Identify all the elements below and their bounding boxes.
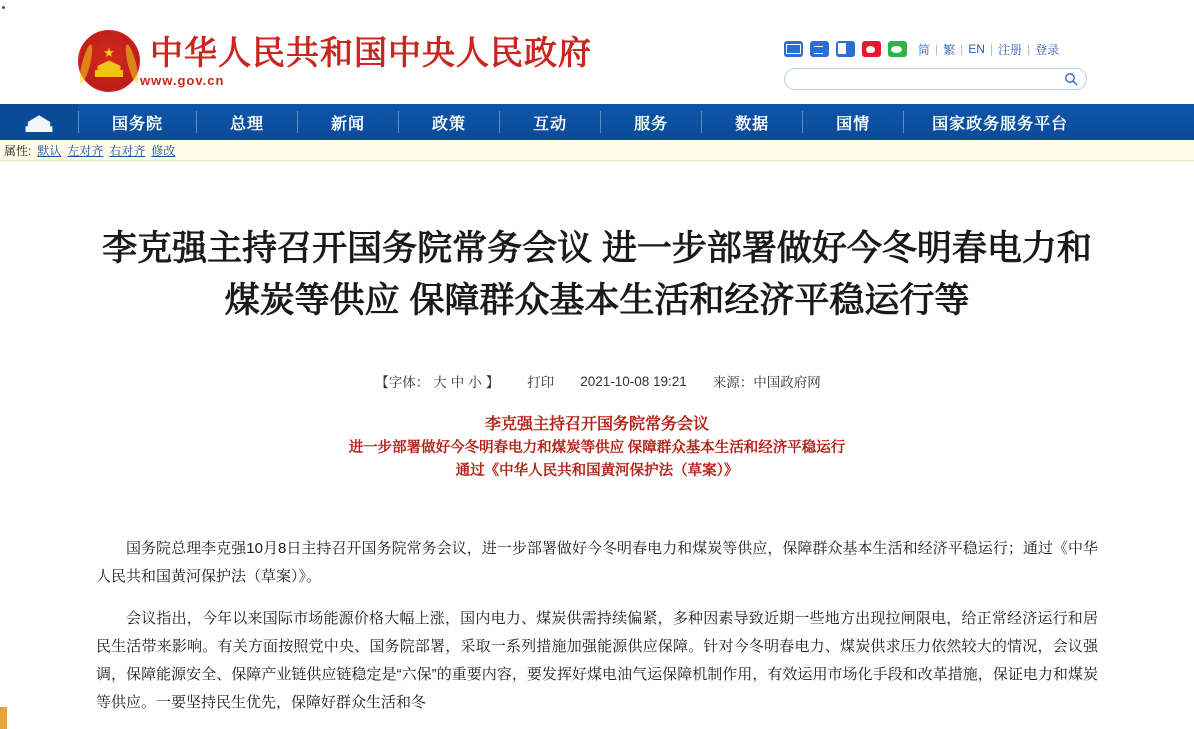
article-paragraph-1: 国务院总理李克强10月8日主持召开国务院常务会议，进一步部署做好今冬明春电力和煤炭等供应，保障群众基本生活和经济平稳运行；通过《中华人民共和国黄河保护法（草案）》。 [96, 540, 1098, 585]
subheading-line-3: 通过《中华人民共和国黄河保护法（草案）》 [455, 463, 739, 479]
article-subheading [96, 413, 1098, 483]
article-body [96, 535, 1098, 717]
english-link[interactable]: EN [968, 42, 985, 56]
print-button[interactable]: 打印 [527, 375, 555, 390]
mobile-icon[interactable] [836, 41, 855, 57]
article-meta [96, 371, 1098, 391]
link-separator-3: | [989, 42, 994, 56]
left-edge-marker [0, 707, 7, 729]
nav-item-country[interactable]: 国情 [836, 115, 871, 133]
article-paragraph-2: 会议指出，今年以来国际市场能源价格大幅上涨，国内电力、煤炭供需持续偏紧，多种因素导致近期一些地方出现拉闸限电，给正常经济运行和居民生活带来影响。有关方面按照党中央、国务院部署，采取一系列措施加强能源供应保障。针对今冬明春电力、煤炭供求压力依然较大的情况，会议强调，保障能源安全、保障产业链供应链稳定是“六保”的重要内容，要发挥好煤电油气运保障机制作用，有效运用市场化手段和改革措施，保证电力和煤炭等供应。一要坚持民生优先，保障好群众生活和冬 [96, 610, 1098, 711]
attr-align-right[interactable]: 右对齐 [109, 143, 146, 158]
search-box[interactable] [784, 68, 1087, 90]
site-title: 中华人民共和国中央人民政府 [150, 33, 592, 71]
nav-item-data[interactable]: 数据 [735, 115, 770, 133]
header-icon-row [784, 38, 1104, 60]
national-emblem-icon [78, 30, 140, 92]
search-input[interactable] [797, 69, 1066, 91]
login-link[interactable]: 登录 [1035, 42, 1060, 57]
site-header [0, 26, 1194, 104]
nav-item-interaction[interactable]: 互动 [533, 115, 568, 133]
simplified-chinese-link[interactable]: 简 [918, 42, 931, 57]
source-label: 来源： [712, 375, 754, 390]
link-separator-2: | [960, 42, 964, 56]
gov-gate-icon [25, 112, 53, 132]
attribute-bar [0, 140, 1194, 161]
font-size-close: 】 [485, 375, 500, 390]
header-links [918, 41, 1059, 58]
top-strip [0, 0, 1194, 26]
attr-align-left[interactable]: 左对齐 [67, 143, 104, 158]
emblem-star-icon: ★ [103, 45, 115, 60]
traditional-chinese-link[interactable]: 繁 [943, 42, 956, 57]
wechat-icon[interactable] [888, 41, 907, 57]
site-logo[interactable] [78, 30, 592, 92]
font-size-label: 【字体： [375, 375, 430, 390]
header-utilities [784, 38, 1104, 90]
publish-datetime: 2021-10-08 19:21 [580, 373, 687, 389]
font-size-medium[interactable]: 中 [450, 375, 465, 390]
article-source [713, 371, 821, 391]
font-size-control[interactable] [373, 371, 501, 391]
nav-item-news[interactable]: 新闻 [331, 115, 366, 133]
register-link[interactable]: 注册 [998, 42, 1023, 57]
emblem-wheat-left [77, 44, 94, 85]
site-url: www.gov.cn [140, 72, 225, 88]
subheading-line-1: 李克强主持召开国务院常务会议 [484, 416, 709, 433]
attr-default[interactable]: 默认 [37, 143, 62, 158]
nav-item-national-service-platform[interactable]: 国家政务服务平台 [932, 115, 1069, 133]
page-title: 李克强主持召开国务院常务会议 进一步部署做好今冬明春电力和煤炭等供应 保障群众基本生活和经济平稳运行等 [102, 229, 1092, 320]
font-size-small[interactable]: 小 [468, 375, 482, 390]
nav-item-service[interactable]: 服务 [634, 115, 669, 133]
page-marker-dot [2, 6, 5, 9]
attribute-bar-label: 属性: [4, 143, 32, 158]
article [0, 223, 1194, 717]
main-navigation [0, 104, 1194, 140]
weibo-icon[interactable] [862, 41, 881, 57]
message-icon[interactable] [810, 41, 829, 57]
source-link[interactable]: 中国政府网 [753, 375, 821, 390]
nav-item-premier[interactable]: 总理 [230, 115, 265, 133]
emblem-wheat-right [123, 44, 140, 85]
emblem-gate-icon [93, 59, 125, 77]
attr-modify[interactable]: 修改 [151, 143, 176, 158]
subheading-line-2: 进一步部署做好今冬明春电力和煤炭等供应 保障群众基本生活和经济平稳运行 [348, 440, 846, 456]
font-size-large[interactable]: 大 [433, 375, 447, 390]
mail-icon[interactable] [784, 41, 803, 57]
link-separator-1: | [935, 42, 939, 56]
nav-item-state-council[interactable]: 国务院 [112, 115, 164, 133]
nav-item-policy[interactable]: 政策 [432, 115, 467, 133]
link-separator-4: | [1027, 42, 1031, 56]
search-icon[interactable] [1064, 72, 1078, 86]
nav-item-home[interactable] [0, 104, 78, 140]
